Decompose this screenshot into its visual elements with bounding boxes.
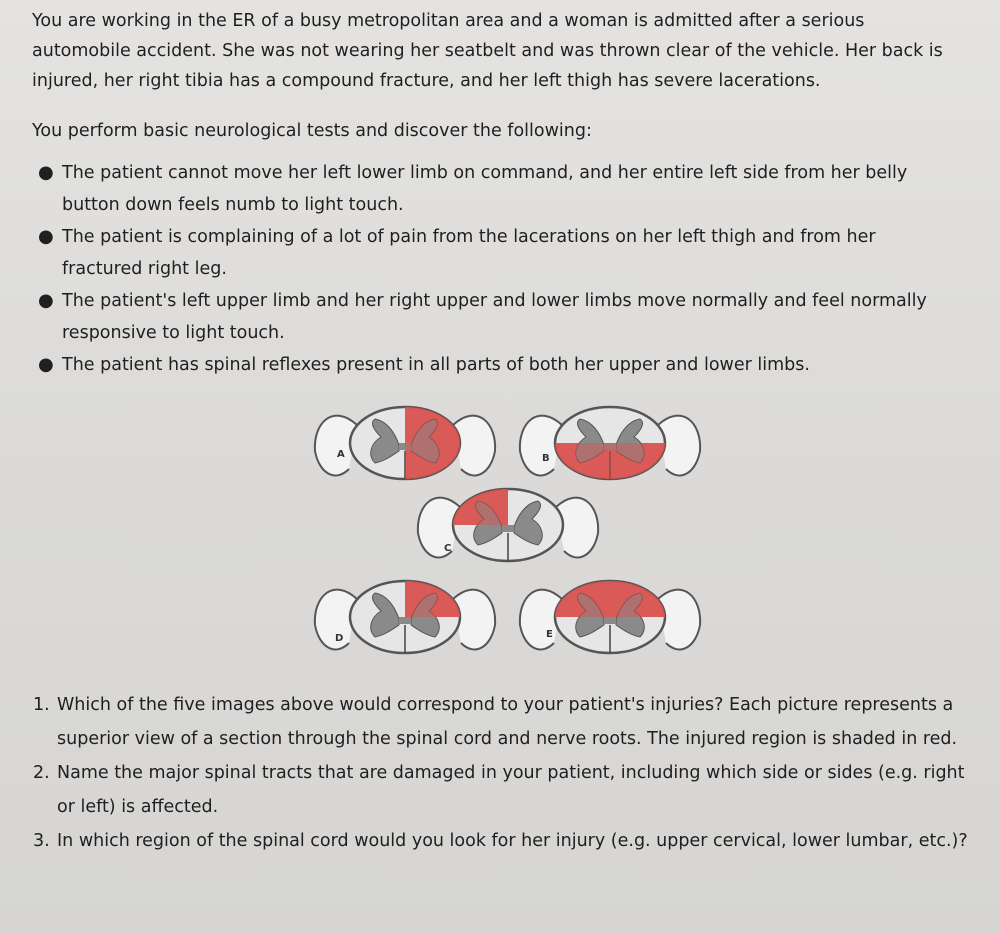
spinal-cord-lesion-figure <box>300 395 720 685</box>
bullet-icon: ● <box>38 290 54 311</box>
label-c: C <box>444 543 452 554</box>
bullet-icon: ● <box>38 162 54 183</box>
finding-item: ● The patient has spinal reflexes present in all parts of both her upper and lower limbs. <box>0 349 952 381</box>
findings-list <box>0 157 980 381</box>
finding-item: ● The patient is complaining of a lot of pain from the lacerations on her left thigh and from her fractured right leg. <box>0 221 952 285</box>
cord-section-e <box>520 577 700 653</box>
cord-section-a <box>315 403 495 483</box>
cord-section-b <box>520 407 700 483</box>
question-item: 2. Name the major spinal tracts that are damaged in your patient, including which side or sides (e.g. right or left) is affected. <box>33 763 965 817</box>
cord-section-d <box>315 577 495 653</box>
label-e: E <box>546 629 553 640</box>
case-intro-paragraph: You are working in the ER of a busy metropolitan area and a woman is admitted after a serious automobile accident. She was not wearing her seatbelt and was thrown clear of the vehicle. Her back is injured, her right tibia has a compound fracture, and her left thigh has severe lacerations. <box>32 11 943 91</box>
finding-item: ● The patient's left upper limb and her right upper and lower limbs move normally and feel normally responsive to light touch. <box>0 285 952 349</box>
question-item: 3. In which region of the spinal cord would you look for her injury (e.g. upper cervical, lower lumbar, etc.)? <box>33 831 968 851</box>
tests-intro-paragraph: You perform basic neurological tests and discover the following: <box>32 121 592 141</box>
bullet-icon: ● <box>38 354 54 375</box>
finding-item: ● The patient cannot move her left lower limb on command, and her entire left side from her belly button down feels numb to light touch. <box>0 157 952 221</box>
bullet-icon: ● <box>38 226 54 247</box>
label-a: A <box>337 449 345 460</box>
questions-list <box>0 688 990 858</box>
cord-section-c <box>418 485 598 561</box>
question-item: 1. Which of the five images above would correspond to your patient's injuries? Each picture represents a superior view of a section through the spinal cord and nerve roots. The injured region is shaded in red. <box>33 695 958 749</box>
label-d: D <box>335 633 344 644</box>
label-b: B <box>542 453 550 464</box>
